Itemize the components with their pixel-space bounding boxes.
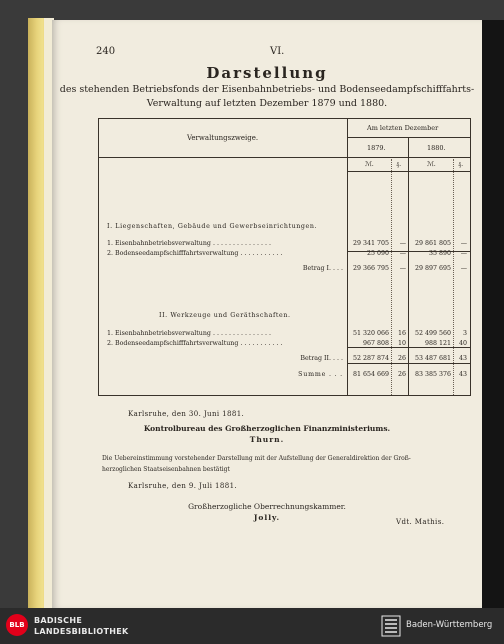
- unit-pf-1879: ₰.: [396, 161, 402, 168]
- column-divider-pf: [453, 159, 454, 395]
- page-subtitle-1: des stehenden Betriebsfonds der Eisenbahnbetriebs- und Bodenseedampfschifffahrts-: [59, 84, 475, 95]
- section-1-total-p1879: —: [399, 265, 406, 272]
- section-2-row-2-p1880: 40: [458, 340, 467, 347]
- sum-label: Summe . . .: [298, 371, 343, 378]
- sum-m1879: 81 654 669: [352, 371, 389, 378]
- section-2-total-m1879: 52 287 874: [352, 355, 389, 362]
- fund-table: [98, 118, 471, 396]
- section-2-heading: II. Werkzeuge und Geräthschaften.: [159, 312, 291, 319]
- section-1-row-2-p1879: —: [399, 250, 406, 257]
- unit-pf-1880: ₰.: [458, 161, 464, 168]
- control-office: Kontrolbureau des Großherzoglichen Finanzministeriums.: [143, 424, 391, 433]
- library-name-line-1: BADISCHE: [34, 616, 83, 625]
- document-page: [52, 20, 482, 608]
- section-2-total-p1880: 43: [458, 355, 467, 362]
- section-1-row-2-p1880: —: [460, 250, 467, 257]
- section-2-total-p1879: 26: [397, 355, 406, 362]
- column-divider-pf: [391, 159, 392, 395]
- header-am-letzten-dezember: Am letzten Dezember: [367, 124, 439, 132]
- signer-mathis: Vdt. Mathis.: [396, 518, 445, 526]
- section-2-row-1-m1880: 52 499 560: [414, 330, 451, 337]
- column-divider: [408, 137, 409, 395]
- section-1-total-m1880: 29 897 695: [414, 265, 451, 272]
- confirmation-note-1: Die Uebereinstimmung vorstehender Darstellung mit der Aufstellung der Generaldirektion der Groß-: [102, 455, 411, 462]
- section-2-row-2-m1880: 988 121: [424, 340, 451, 347]
- header-year-1879: 1879.: [367, 144, 386, 152]
- row-divider: [99, 157, 470, 158]
- unit-mark-1880: ℳ.: [427, 161, 436, 168]
- page-subtitle-2: Verwaltung auf letzten Dezember 1879 und 1880.: [146, 98, 388, 109]
- header-year-1880: 1880.: [427, 144, 446, 152]
- total-rule: [347, 347, 470, 348]
- state-name: Baden-Württemberg: [406, 620, 493, 630]
- section-1-row-2-label: 2. Bodenseedampfschifffahrtsverwaltung . . . . . . . . . . .: [107, 250, 283, 257]
- sum-p1879: 26: [397, 371, 406, 378]
- section-1-row-2-m1880: 35 890: [428, 250, 451, 257]
- section-1-row-1-m1879: 29 341 705: [352, 240, 389, 247]
- row-divider: [347, 137, 470, 138]
- section-2-row-1-m1879: 51 320 066: [352, 330, 389, 337]
- section-2-row-2-label: 2. Bodenseedampfschifffahrtsverwaltung . . . . . . . . . . .: [107, 340, 283, 347]
- total-rule: [347, 363, 470, 364]
- audit-chamber: Großherzogliche Oberrechnungskammer.: [188, 502, 346, 511]
- section-1-heading: I. Liegenschaften, Gebäude und Gewerbseinrichtungen.: [107, 223, 318, 230]
- page-shadow: [482, 20, 504, 608]
- page-title: Darstellung: [206, 64, 328, 82]
- section-2-row-1-p1879: 16: [397, 330, 406, 337]
- section-2-total-label: Betrag II. . . .: [300, 355, 343, 362]
- sum-p1880: 43: [458, 371, 467, 378]
- unit-mark-1879: ℳ.: [365, 161, 374, 168]
- header-verwaltungszweige: Verwaltungszweige.: [187, 134, 259, 142]
- section-1-row-1-p1880: —: [460, 240, 467, 247]
- section-1-total-p1880: —: [460, 265, 467, 272]
- section-1-row-1-p1879: —: [399, 240, 406, 247]
- place-date-1: Karlsruhe, den 30. Juni 1881.: [128, 410, 245, 418]
- section-2-total-m1880: 53 487 681: [414, 355, 451, 362]
- row-divider: [347, 171, 470, 172]
- confirmation-note-2: herzoglichen Staatseisenbahnen bestätigt: [102, 466, 230, 473]
- section-1-total-label: Betrag I. . . .: [302, 265, 343, 272]
- page-number: 240: [96, 46, 116, 57]
- section-number: VI.: [270, 46, 285, 57]
- section-1-row-2-m1879: 25 090: [366, 250, 389, 257]
- blb-logo[interactable]: BLB: [6, 614, 28, 636]
- section-2-row-1-label: 1. Eisenbahnbetriebsverwaltung . . . . . . . . . . . . . . .: [107, 330, 272, 337]
- baden-wuerttemberg-lions-icon: [380, 614, 402, 638]
- signer-thurn: Thurn.: [249, 435, 285, 444]
- section-1-row-1-m1880: 29 861 805: [414, 240, 451, 247]
- section-2-row-2-p1879: 10: [397, 340, 406, 347]
- signer-jolly: Jolly.: [253, 513, 281, 522]
- sum-m1880: 83 385 376: [414, 371, 451, 378]
- library-name-line-2: LANDESBIBLIOTHEK: [34, 627, 129, 636]
- place-date-2: Karlsruhe, den 9. Juli 1881.: [128, 482, 238, 490]
- column-divider: [347, 119, 348, 395]
- section-1-total-m1879: 29 366 795: [352, 265, 389, 272]
- section-2-row-2-m1879: 967 808: [362, 340, 389, 347]
- section-2-row-1-p1880: 3: [462, 330, 467, 337]
- section-1-row-1-label: 1. Eisenbahnbetriebsverwaltung . . . . . . . . . . . . . . .: [107, 240, 272, 247]
